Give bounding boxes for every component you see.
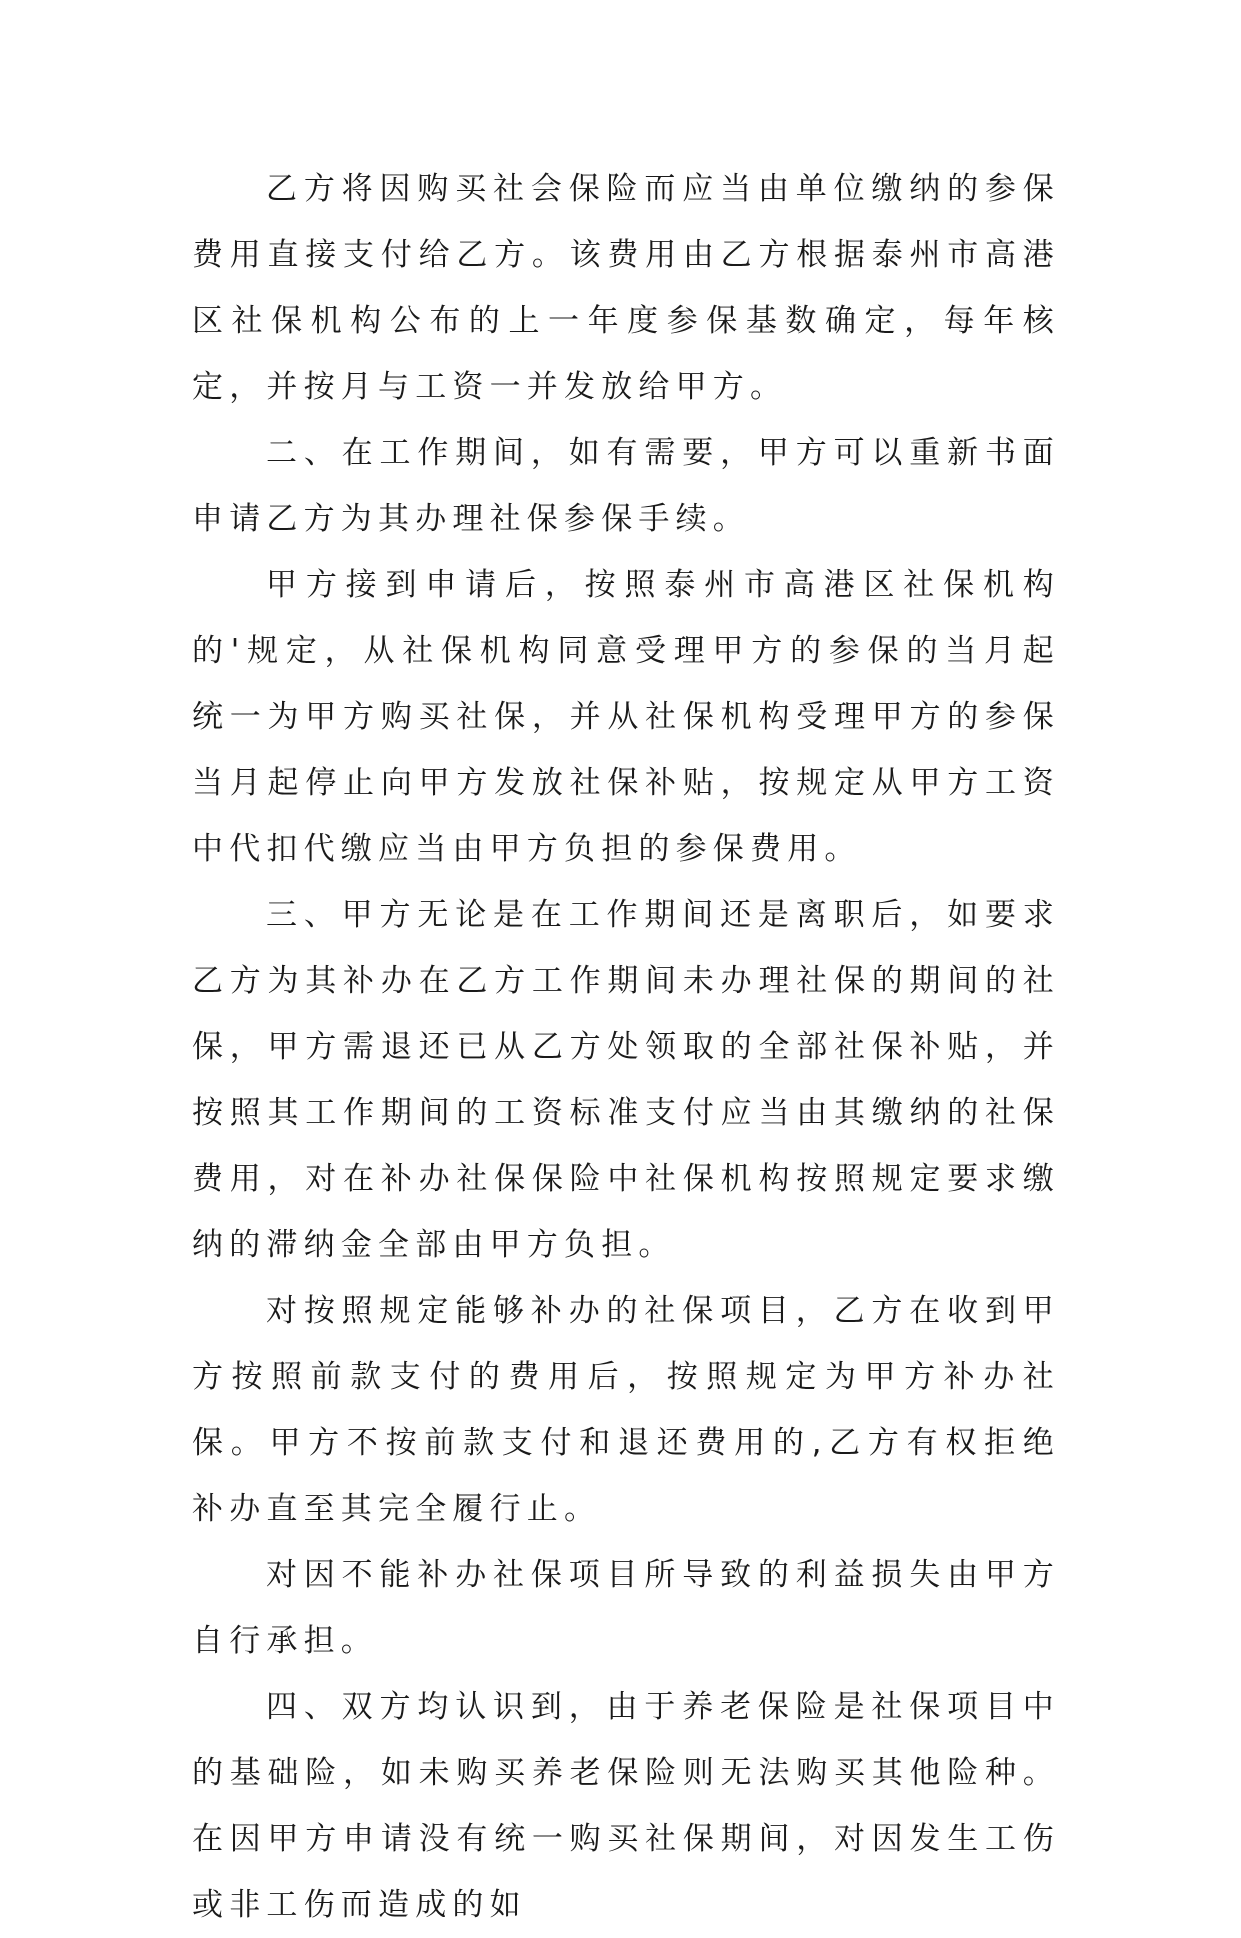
- paragraph-clause-three: 三、甲方无论是在工作期间还是离职后，如要求乙方为其补办在乙方工作期间未办理社保的期间的社保，甲方需退还已从乙方处领取的全部社保补贴，并按照其工作期间的工资标准支付应当由其缴纳的社保费用，对在补办社保保险中社保机构按照规定要求缴纳的滞纳金全部由甲方负担。: [192, 897, 1060, 1263]
- paragraph-clause-four: 四、双方均认识到，由于养老保险是社保项目中的基础险，如未购买养老保险则无法购买其他险种。在因甲方申请没有统一购买社保期间，对因发生工伤或非工伤而造成的如: [192, 1689, 1060, 1923]
- document-body: [192, 156, 1060, 1938]
- paragraph-clause-two: 二、在工作期间，如有需要，甲方可以重新书面申请乙方为其办理社保参保手续。: [192, 435, 1060, 537]
- paragraph-loss-responsibility: 对因不能补办社保项目所导致的利益损失由甲方自行承担。: [192, 1557, 1060, 1659]
- paragraph-social-insurance-payment: 乙方将因购买社会保险而应当由单位缴纳的参保费用直接支付给乙方。该费用由乙方根据泰州市高港区社保机构公布的上一年度参保基数确定，每年核定，并按月与工资一并发放给甲方。: [192, 171, 1060, 405]
- paragraph-supplementary-enrollment: 对按照规定能够补办的社保项目，乙方在收到甲方按照前款支付的费用后，按照规定为甲方补办社保。甲方不按前款支付和退还费用的,乙方有权拒绝补办直至其完全履行止。: [192, 1293, 1060, 1527]
- paragraph-application-procedure: 甲方接到申请后，按照泰州市高港区社保机构的'规定，从社保机构同意受理甲方的参保的当月起统一为甲方购买社保，并从社保机构受理甲方的参保当月起停止向甲方发放社保补贴，按规定从甲方工资中代扣代缴应当由甲方负担的参保费用。: [192, 567, 1060, 867]
